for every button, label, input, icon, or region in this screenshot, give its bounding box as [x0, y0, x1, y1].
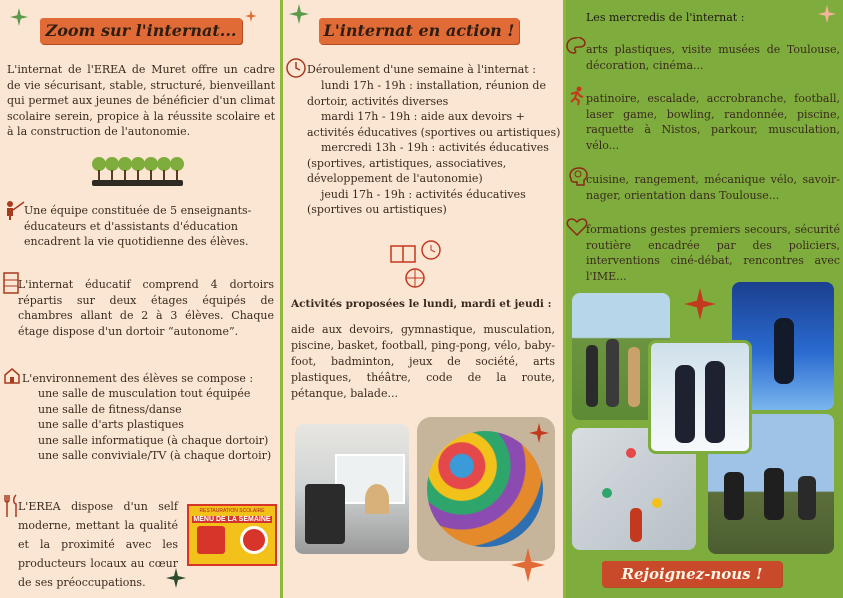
menu-badge-label: MENU DE LA SEMAINE: [193, 516, 271, 523]
menu-badge-icons: [189, 526, 275, 554]
brain-icon: [566, 166, 588, 186]
treadmill-shape: [305, 484, 345, 544]
runner-icon: [566, 86, 586, 106]
clock-icon: [285, 57, 307, 79]
person-shape: [764, 468, 784, 520]
person-shape: [675, 365, 695, 443]
trees-icon: [90, 154, 185, 192]
safety-text: formations gestes premiers secours, sécurité routière encadrée par des policiers, interventions ciné-débat, rencontres avec l'IME...: [586, 223, 840, 283]
person-shape: [628, 347, 640, 407]
star-icon: [818, 5, 836, 23]
star-icon: [289, 4, 309, 24]
schedule-thursday: jeudi 17h - 19h : activités éducatives (sportives ou artistiques): [307, 187, 526, 216]
arts-text: arts plastiques, visite musées de Toulouse, décoration, cinéma...: [586, 43, 840, 72]
life-text: cuisine, rangement, mécanique vélo, savoir-nager, orientation dans Toulouse...: [586, 173, 840, 202]
env-item: une salle de fitness/danse: [38, 402, 182, 416]
person-shape: [630, 508, 642, 542]
week-schedule: [307, 78, 563, 218]
self-text: L'EREA dispose d'un self moderne, mettant la qualité et la proximité avec les producteurs locaux au cœur de ses préoccupations.: [18, 500, 178, 589]
schedule-wednesday: mercredi 13h - 19h : activités éducatives (sportives, artistiques, associatives, développement de l'autonomie): [307, 141, 549, 185]
person-shape: [365, 484, 389, 514]
hold-shape: [602, 488, 612, 498]
env-item: une salle conviviale/TV (à chaque dortoir): [38, 449, 272, 462]
teacher-icon: [4, 199, 26, 221]
star-icon: [529, 423, 549, 443]
person-shape: [586, 345, 598, 407]
person-shape: [724, 472, 744, 520]
env-list: [16, 386, 278, 464]
logo-icon: [197, 526, 225, 554]
hold-shape: [626, 448, 636, 458]
gym-photo: [295, 424, 409, 554]
person-shape: [798, 476, 816, 520]
palette-icon: [566, 37, 586, 55]
week-title: Déroulement d'une semaine à l'internat :: [307, 63, 536, 76]
right-panel: [563, 0, 843, 598]
activities-icon: [387, 238, 447, 288]
wednesday-title: Les mercredis de l'internat :: [586, 11, 745, 24]
hold-shape: [652, 498, 662, 508]
env-title: L'environnement des élèves se compose :: [22, 372, 254, 385]
section-title: L'internat en action !: [319, 18, 519, 44]
menu-badge-top: RESTAURATION SCOLAIRE: [199, 508, 265, 514]
dorms-text: L'internat éducatif comprend 4 dortoirs répartis sur deux étages équipés de chambres allant de 2 à 3 élèves. Chaque étage dispose d'un dortoir “autonome”.: [18, 278, 274, 338]
heart-icon: [566, 217, 588, 237]
schedule-tuesday: mardi 17h - 19h : aide aux devoirs + activités éducatives (sportives ou artistiques): [307, 110, 561, 139]
env-item: une salle de musculation tout équipée: [38, 387, 251, 400]
plate-icon: [240, 526, 268, 554]
team-text: Une équipe constituée de 5 enseignants-éducateurs et d'assistants d'éducation encadrent la vie quotidienne des élèves.: [24, 204, 252, 248]
person-shape: [606, 339, 619, 407]
intro-text: L'internat de l'EREA de Muret offre un cadre de vie sécurisant, stable, structuré, bienveillant qui permet aux jeunes de bénéficier d'un climat scolaire serein, propice à la réussite scolaire et à la construction de l'autonomie.: [7, 63, 275, 138]
person-shape: [774, 318, 794, 384]
star-icon: [245, 10, 257, 22]
star-icon: [10, 8, 28, 26]
left-panel: [0, 0, 280, 598]
star-icon: [684, 288, 716, 320]
skating-photo: [648, 340, 752, 454]
star-icon: [511, 548, 545, 582]
env-item: une salle d'arts plastiques: [38, 418, 184, 431]
star-icon: [166, 568, 186, 588]
painted-stones-shape: [427, 431, 543, 547]
home-icon: [3, 367, 21, 385]
schedule-monday: lundi 17h - 19h : installation, réunion de dortoir, activités diverses: [307, 79, 546, 108]
menu-badge: [187, 504, 277, 566]
activities-title: Activités proposées le lundi, mardi et jeudi :: [291, 298, 552, 310]
env-item: une salle informatique (à chaque dortoir): [38, 433, 269, 447]
cta-banner: Rejoignez-nous !: [602, 561, 782, 587]
person-shape: [705, 361, 725, 443]
sports-text: patinoire, escalade, accrobranche, football, laser game, bowling, randonnée, piscine, raquette à Nistos, parkour, musculation, vélo...: [586, 92, 840, 152]
section-title: Zoom sur l'internat...: [40, 18, 242, 44]
activities-text: aide aux devoirs, gymnastique, musculation, piscine, basket, football, ping-pong, vélo, baby-foot, badminton, jeux de société, arts plastiques, théâtre, code de la route, pétanque, balade...: [291, 323, 555, 400]
dorm-icon: [3, 272, 19, 294]
middle-panel: [280, 0, 563, 598]
